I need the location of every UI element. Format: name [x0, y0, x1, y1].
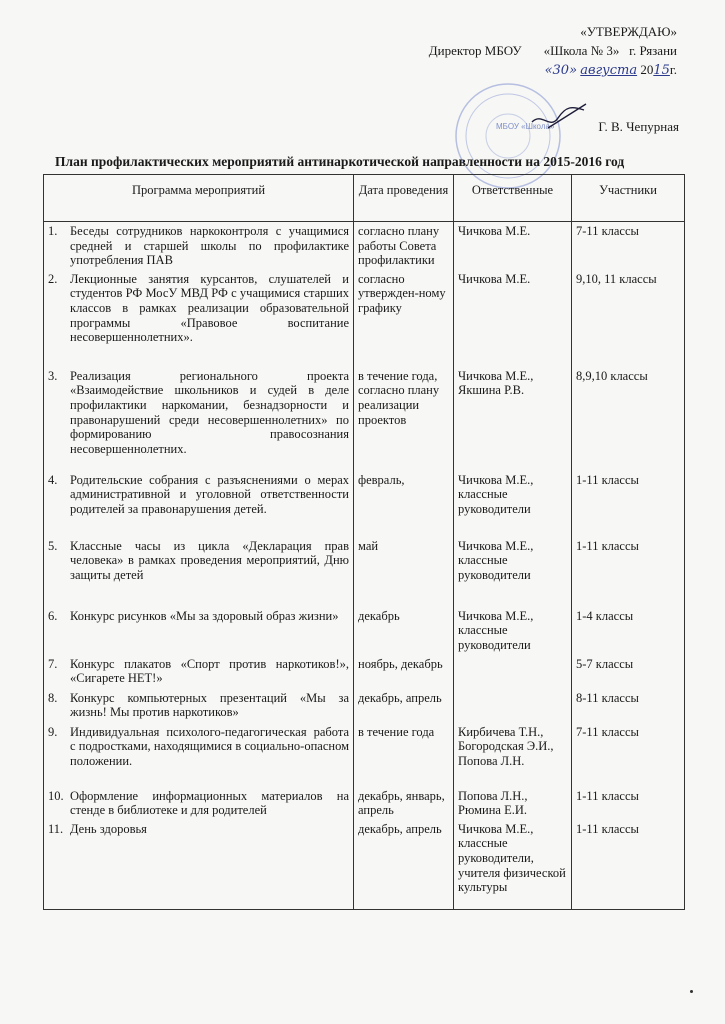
header-program: Программа мероприятий — [44, 175, 354, 222]
date-year-prefix: 20 — [640, 62, 654, 77]
approval-word: «УТВЕРЖДАЮ» — [580, 24, 677, 39]
row-number: 5. — [48, 538, 58, 553]
responsible-cell: Кирбичева Т.Н., Богородская Э.И., Попова Л.Н. — [454, 723, 572, 787]
date-cell: декабрь, апрель — [354, 820, 454, 910]
participants-cell: 1-11 классы — [572, 820, 685, 910]
responsible-cell: Чичкова М.Е., классные руководители, учителя физической культуры — [454, 820, 572, 910]
plan-table — [43, 174, 685, 910]
document-title: План профилактических мероприятий антинаркотической направленности на 2015-2016 год — [55, 154, 625, 169]
participants-cell: 7-11 классы — [572, 222, 685, 270]
stamp-text: МБОУ «Школа» — [496, 122, 555, 131]
table-row — [44, 537, 685, 607]
program-cell — [44, 222, 354, 270]
date-cell: согласно плану работы Совета профилактики — [354, 222, 454, 270]
responsible-cell — [454, 655, 572, 689]
program-cell — [44, 270, 354, 367]
row-number: 2. — [48, 271, 58, 286]
responsible-cell: Чичкова М.Е., классные руководители — [454, 537, 572, 607]
program-cell — [44, 367, 354, 471]
row-number: 10. — [48, 788, 64, 803]
date-cell: декабрь, апрель — [354, 689, 454, 723]
participants-cell: 1-11 классы — [572, 787, 685, 820]
responsible-cell: Чичкова М.Е., классные руководители — [454, 607, 572, 655]
table-row — [44, 689, 685, 723]
participants-cell: 1-11 классы — [572, 537, 685, 607]
participants-cell: 8-11 классы — [572, 689, 685, 723]
date-year-end: г. — [669, 62, 677, 77]
program-cell — [44, 689, 354, 723]
row-number: 9. — [48, 724, 58, 739]
program-cell — [44, 655, 354, 689]
responsible-cell: Чичкова М.Е., Якшина Р.В. — [454, 367, 572, 471]
approval-date — [545, 60, 677, 80]
table-row — [44, 787, 685, 820]
date-year-suffix: 15 — [653, 63, 670, 78]
table-header-row — [44, 175, 685, 222]
signatory-name: Г. В. Чепурная — [598, 119, 679, 134]
program-cell — [44, 723, 354, 787]
row-number: 1. — [48, 224, 58, 238]
table-row — [44, 607, 685, 655]
program-cell — [44, 607, 354, 655]
program-cell — [44, 471, 354, 537]
date-cell: в течение года — [354, 723, 454, 787]
table-row — [44, 367, 685, 471]
date-cell: декабрь, январь, апрель — [354, 787, 454, 820]
row-number: 6. — [48, 608, 58, 623]
responsible-cell — [454, 689, 572, 723]
header-responsible: Ответственные — [454, 175, 572, 222]
responsible-cell: Чичкова М.Е., классные руководители — [454, 471, 572, 537]
program-text: Конкурс рисунков «Мы за здоровый образ жизни» — [70, 608, 339, 623]
date-cell: февраль, — [354, 471, 454, 537]
header-participants: Участники — [572, 175, 685, 222]
director-position: Директор МБОУ — [428, 43, 522, 58]
participants-cell: 9,10, 11 классы — [572, 270, 685, 367]
date-cell: в течение года, согласно плану реализации проектов — [354, 367, 454, 471]
school-name: «Школа № 3» — [543, 43, 620, 58]
header-date: Дата проведения — [354, 175, 454, 222]
row-number: 8. — [48, 690, 58, 705]
program-text: Конкурс плакатов «Спорт против наркотиков!», «Сигарете НЕТ!» — [70, 656, 349, 686]
program-text: Индивидуальная психолого-педагогическая работа с подростками, находящимися в социально-опасном положении. — [70, 724, 349, 768]
scan-dot — [690, 990, 693, 993]
program-text: Беседы сотрудников наркоконтроля с учащимися средней и старшей школы по профилактике употребления ПАВ — [70, 224, 349, 268]
table-row — [44, 222, 685, 270]
participants-cell: 1-11 классы — [572, 471, 685, 537]
program-text: Конкурс компьютерных презентаций «Мы за жизнь! Мы против наркотиков» — [70, 690, 349, 720]
participants-cell: 8,9,10 классы — [572, 367, 685, 471]
program-text: Лекционные занятия курсантов, слушателей и студентов РФ МосУ МВД РФ с учащимися старших классов в рамках реализации образовательной программы «Правовое воспитание несовершеннолетних». — [70, 271, 349, 345]
table-row — [44, 655, 685, 689]
program-text: День здоровья — [70, 821, 147, 836]
program-text: Родительские собрания с разъяснениями о мерах административной и уголовной ответственности родителей за правонарушения детей. — [70, 472, 349, 516]
row-number: 7. — [48, 656, 58, 671]
program-cell — [44, 537, 354, 607]
program-text: Оформление информационных материалов на стенде в библиотеке и для родителей — [70, 788, 349, 818]
participants-cell: 1-4 классы — [572, 607, 685, 655]
row-number: 4. — [48, 472, 58, 487]
table-row — [44, 270, 685, 367]
participants-cell: 7-11 классы — [572, 723, 685, 787]
city-name: г. Рязани — [629, 43, 677, 58]
table-row — [44, 820, 685, 910]
program-text: Классные часы из цикла «Декларация прав человека» в рамках проведения мероприятий, Дню защиты детей — [70, 538, 349, 582]
date-day: «30» — [544, 63, 578, 78]
director-line — [429, 41, 677, 60]
table-row — [44, 471, 685, 537]
date-month: августа — [580, 63, 638, 78]
program-cell — [44, 820, 354, 910]
participants-cell: 5-7 классы — [572, 655, 685, 689]
date-cell: согласно утвержден-ному графику — [354, 270, 454, 367]
date-cell: май — [354, 537, 454, 607]
row-number: 3. — [48, 368, 58, 383]
approval-block — [429, 22, 677, 80]
date-cell: декабрь — [354, 607, 454, 655]
responsible-cell: Попова Л.Н., Рюмина Е.И. — [454, 787, 572, 820]
responsible-cell: Чичкова М.Е. — [454, 222, 572, 270]
responsible-cell: Чичкова М.Е. — [454, 270, 572, 367]
table-row — [44, 723, 685, 787]
row-number: 11. — [48, 821, 64, 836]
program-cell — [44, 787, 354, 820]
program-text: Реализация регионального проекта «Взаимодействие школьников и судей в деле профилактики наркомании, безнадзорности и правонарушений среди несовершеннолетних» по формированию правосознания несовершеннолетних. — [70, 368, 349, 456]
date-cell: ноябрь, декабрь — [354, 655, 454, 689]
signature-icon — [528, 100, 588, 140]
